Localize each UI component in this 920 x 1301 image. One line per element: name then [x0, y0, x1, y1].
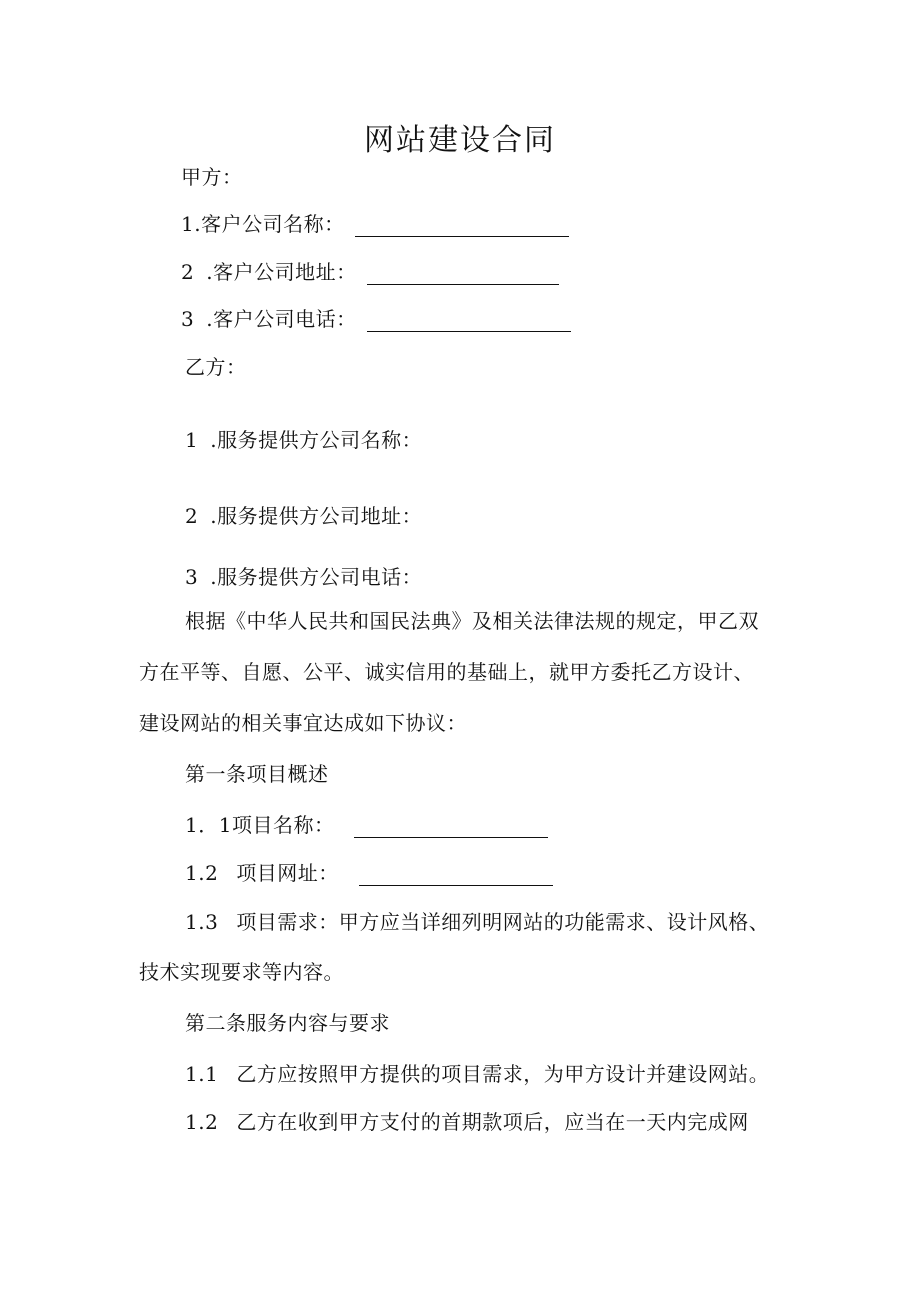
- item-number: 1．1: [185, 813, 232, 837]
- article-2-item-2: [185, 1109, 749, 1135]
- field-number: 3: [181, 307, 195, 331]
- party-a-field-phone: [181, 306, 571, 332]
- item-text: 乙方在收到甲方支付的首期款项后，应当在一天内完成网: [236, 1110, 749, 1134]
- field-label: .客户公司电话：: [206, 307, 357, 331]
- item-number: 1.1: [185, 1062, 219, 1086]
- field-number: 1: [185, 428, 199, 452]
- party-a-field-name: [181, 211, 569, 237]
- party-b-field-name: [185, 427, 422, 453]
- party-b-field-address: [185, 503, 422, 529]
- fill-in-blank[interactable]: [359, 865, 553, 886]
- article-2-item-1: [185, 1061, 769, 1087]
- field-label: 客户公司名称：: [201, 212, 345, 236]
- item-number: 1.2: [185, 861, 219, 885]
- party-b-label: 乙方：: [185, 355, 247, 379]
- article-1-item-2: [185, 860, 553, 886]
- field-number: 2: [185, 504, 199, 528]
- article-1-item-1: [185, 812, 548, 838]
- item-text: 乙方应按照甲方提供的项目需求，为甲方设计并建设网站。: [236, 1062, 770, 1086]
- item-number: 1.2: [185, 1110, 219, 1134]
- article-1-heading: 第一条项目概述: [185, 762, 329, 786]
- fill-in-blank[interactable]: [367, 264, 559, 285]
- field-label: .服务提供方公司地址：: [210, 504, 423, 528]
- item-label: 项目网址：: [236, 861, 339, 885]
- article-1-item-3: [185, 909, 769, 935]
- preamble-line: 方在平等、自愿、公平、诚实信用的基础上，就甲方委托乙方设计、: [139, 660, 754, 684]
- article-2-heading: 第二条服务内容与要求: [185, 1011, 390, 1035]
- article-1-item-3-continuation: 技术实现要求等内容。: [139, 960, 344, 984]
- fill-in-blank[interactable]: [367, 311, 571, 332]
- preamble-line: 根据《中华人民共和国民法典》及相关法律法规的规定，甲乙双: [185, 609, 759, 633]
- item-label: 项目需求：甲方应当详细列明网站的功能需求、设计风格、: [236, 910, 770, 934]
- party-a-label: 甲方：: [181, 165, 243, 189]
- fill-in-blank[interactable]: [354, 817, 548, 838]
- field-number: 2: [181, 260, 195, 284]
- item-number: 1.3: [185, 910, 219, 934]
- party-b-field-phone: [185, 564, 422, 590]
- document-title: 网站建设合同: [364, 123, 556, 158]
- preamble-line: 建设网站的相关事宜达成如下协议：: [139, 711, 467, 735]
- fill-in-blank[interactable]: [355, 216, 569, 237]
- item-label: 项目名称：: [231, 813, 335, 837]
- field-number: 3: [185, 565, 199, 589]
- party-a-field-address: [181, 259, 559, 285]
- field-number: 1.: [181, 212, 202, 236]
- field-label: .客户公司地址：: [206, 260, 357, 284]
- field-label: .服务提供方公司电话：: [210, 565, 423, 589]
- field-label: .服务提供方公司名称：: [210, 428, 423, 452]
